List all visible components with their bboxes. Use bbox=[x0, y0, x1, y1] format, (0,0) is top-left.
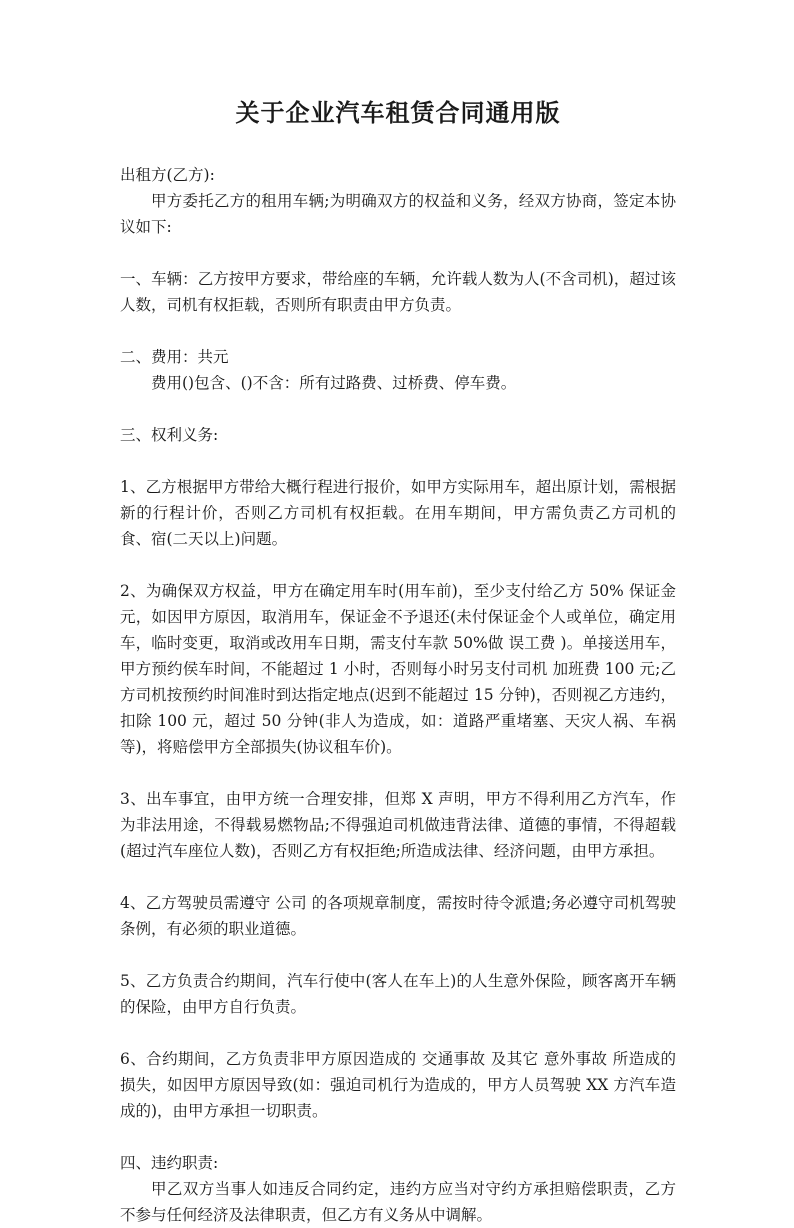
intro-body: 甲方委托乙方的租用车辆;为明确双方的权益和义务，经双方协商，签定本协议如下: bbox=[120, 192, 676, 236]
document-page bbox=[120, 96, 676, 1228]
clause-4: 4、乙方驾驶员需遵守 公司 的各项规章制度，需按时待令派遣;务必遵守司机驾驶条例，有必须的职业道德。 bbox=[120, 894, 676, 938]
spacer bbox=[120, 942, 676, 968]
spacer bbox=[120, 1020, 676, 1046]
section-vehicle: 一、车辆：乙方按甲方要求，带给座的车辆，允许载人数为人(不含司机)，超过该人数，司机有权拒载，否则所有职责由甲方负责。 bbox=[120, 270, 676, 314]
section-rights-title: 三、权利义务: bbox=[120, 426, 219, 444]
clause-2: 2、为确保双方权益，甲方在确定用车时(用车前)，至少支付给乙方 50% 保证金 元，如因甲方原因，取消用车，保证金不予退还(未付保证金个人或单位，确定用车，临时变更，取消或改用车日期，需支付车款 50%做 误工费 )。单接送用车，甲方预约侯车时间，不能超过 1 小时，否则每小时另支付司机 加班费 100 元;乙方司机按预约时间准时到达指定地点(迟到不能超过 15 分钟)，否则视乙方违约，扣除 100 元，超过 50 分钟(非人为造成，如：道路严重堵塞、天灾人祸、车祸等)，将赔偿甲方全部损失(协议租车价)。 bbox=[120, 582, 676, 756]
section-fee-title: 二、费用：共元 bbox=[120, 348, 229, 366]
spacer bbox=[120, 318, 676, 344]
spacer bbox=[120, 1124, 676, 1150]
clause-6: 6、合约期间，乙方负责非甲方原因造成的 交通事故 及其它 意外事故 所造成的损失，如因甲方原因导致(如：强迫司机行为造成的，甲方人员驾驶 XX 方汽车造成的)，由甲方承担一切职责。 bbox=[120, 1050, 676, 1120]
clause-5: 5、乙方负责合约期间，汽车行使中(客人在车上)的人生意外保险，顾客离开车辆的保险，由甲方自行负责。 bbox=[120, 972, 676, 1016]
section-fee-body: 费用()包含、()不含：所有过路费、过桥费、停车费。 bbox=[151, 374, 517, 392]
spacer bbox=[120, 760, 676, 786]
clause-1: 1、乙方根据甲方带给大概行程进行报价，如甲方实际用车，超出原计划，需根据新的行程计价，否则乙方司机有权拒载。在用车期间，甲方需负责乙方司机的食、宿(二天以上)问题。 bbox=[120, 478, 676, 548]
spacer bbox=[120, 552, 676, 578]
section-breach-body: 甲乙双方当事人如违反合同约定，违约方应当对守约方承担赔偿职责，乙方不参与任何经济及法律职责，但乙方有义务从中调解。 bbox=[120, 1180, 676, 1224]
spacer bbox=[120, 396, 676, 422]
spacer bbox=[120, 864, 676, 890]
spacer bbox=[120, 240, 676, 266]
intro-label: 出租方(乙方): bbox=[120, 166, 215, 184]
spacer bbox=[120, 448, 676, 474]
document-title: 关于企业汽车租赁合同通用版 bbox=[235, 98, 561, 127]
section-breach-title: 四、违约职责: bbox=[120, 1154, 219, 1172]
clause-3: 3、出车事宜，由甲方统一合理安排，但郑 X 声明，甲方不得利用乙方汽车，作为非法用途，不得载易燃物品;不得强迫司机做违背法律、道德的事情，不得超载 (超过汽车座位人数)，否则乙方有权拒绝;所造成法律、经济问题，由甲方承担。 bbox=[120, 790, 676, 860]
